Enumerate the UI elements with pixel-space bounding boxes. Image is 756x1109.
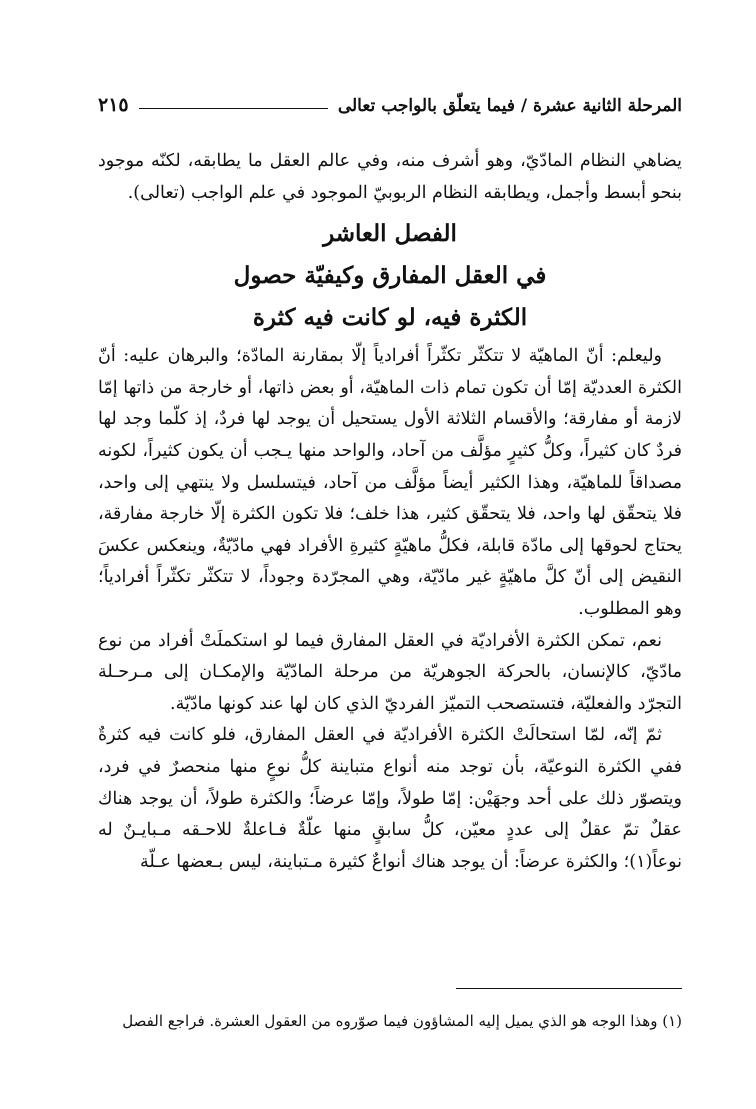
paragraph-argument: وليعلم: أنّ الماهيّة لا تتكثّر تكثّراً أفرادياً إلّا بمقارنة المادّة؛ والبرهان عليه: أنّ الكثرة العدديّة إمّا أن تكون تمام ذات الماهيّة، أو بعض ذاتها، أو خارجة من ذاتها إمّا لازمة أو مفارقة؛ والأقسام الثلاثة الأول يستحيل أن يوجد لها فردٌ، إذ كلّما وجد لها فردٌ كان كثيراً، وكلُّ كثيرٍ مؤلَّف من آحاد، والواحد منها يـجب أن يكون كثيراً، لكونه مصداقاً للماهيّة، وهذا الكثير أيضاً مؤلَّف من آحاد، فيتسلسل ولا ينتهي إلى واحد، فلا يتحقّق لها واحد، فلا يتحقّق كثير، هذا خلف؛ فلا تكون الكثرة إلّا خارجة مفارقة، يحتاج لحوقها إلى مادّة قابلة، فكلُّ ماهيّةٍ كثيرةِ الأفراد فهي مادّيّةٌ، وينعكس عكسَ النقيض إلى أنّ كلَّ ماهيّةٍ غير مادّيّة، وهي المجرّدة وجوداً، لا تتكثّر تكثّراً أفرادياً؛ وهو المطلوب.	[98, 346, 682, 619]
footnote-separator	[456, 988, 682, 989]
header-rule	[139, 108, 328, 109]
paragraph-species-plurality: ثمّ إنّه، لمّا استحالَتْ الكثرة الأفراديّة في العقل المفارق، فلو كانت فيه كثرةٌ ففي الكثرة النوعيّة، بأن توجد منه أنواع متباينة كلُّ نوعٍ منها منحصرٌ في فرد، ويتصوّر ذلك على أحد وجهَيْن: إمّا طولاً، وإمّا عرضاً؛ والكثرة طولاً، أن يوجد هناك عقلٌ تمّ عقلٌ إلى عددٍ معيّن، كلُّ سابقٍ منها علّةٌ فـاعلةٌ للاحـقه مـبايـنٌ له نوعاً(١)؛ والكثرة عرضاً: أن يوجد هناك أنواعٌ كثيرة مـتباينة، ليس بـعضها عـلّة	[98, 725, 682, 872]
intro-paragraph: يضاهي النظام المادّيّ، وهو أشرف منه، وفي عالم العقل ما يطابقه، لكنّه موجود بنحو أبسط وأجمل، ويطابقه النظام الربوبيّ الموجود في علم الواجب (تعالى).	[98, 151, 682, 203]
chapter-title-line-2: في العقل المفارق وكيفيّة حصول	[233, 262, 547, 290]
main-text	[98, 146, 682, 878]
paragraph-exception: نعم، تمكن الكثرة الأفراديّة في العقل المفارق فيما لو استكملَتْ أفراد من نوع مادّيّ، كالإنسان، بالحركة الجوهريّة من مرحلة المادّيّة والإمكـان إلى مـرحـلة التجرّد والفعليّة، فتستصحب التميّز الفرديّ الذي كان لها عند كونها مادّيّة.	[98, 630, 682, 714]
chapter-title-line-3: الكثرة فيه، لو كانت فيه كثرة	[252, 304, 528, 332]
page-number: ٢١٥	[98, 94, 129, 116]
chapter-title-line-1: الفصل العاشر	[323, 220, 457, 248]
running-title: المرحلة الثانية عشرة / فيما يتعلّق بالواجب تعالى	[337, 96, 682, 116]
running-header	[98, 86, 682, 116]
footnote: (١) وهذا الوجه هو الذي يميل إليه المشاؤون فيما صوّروه من العقول العشرة. فراجع الفصل	[122, 1012, 682, 1030]
chapter-heading	[98, 213, 682, 339]
